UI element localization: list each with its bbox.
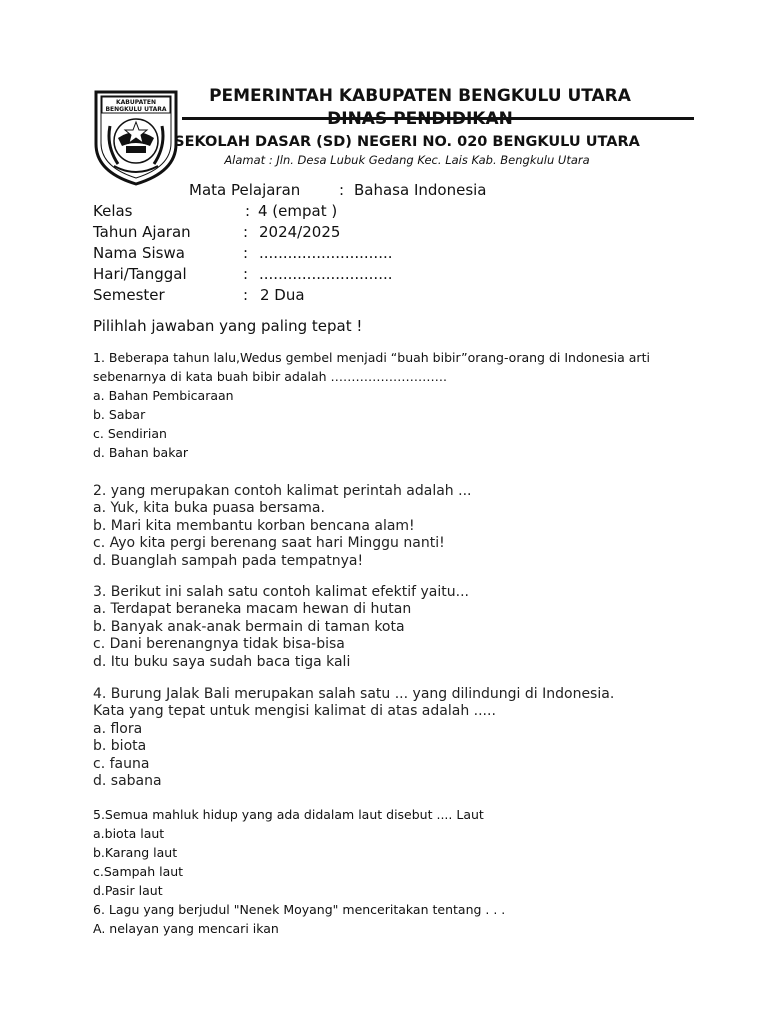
info-label: Tahun Ajaran (93, 223, 191, 241)
answer-option: c. fauna (93, 755, 150, 772)
answer-option: A. nelayan yang mencari ikan (93, 921, 279, 936)
answer-option: a. flora (93, 720, 143, 737)
answer-option: d. Buanglah sampah pada tempatnya! (93, 552, 364, 569)
answer-option: d. Itu buku saya sudah baca tiga kali (93, 653, 351, 670)
question-text: 2. yang merupakan contoh kalimat perintah adalah ... (93, 483, 472, 499)
question-text: 5.Semua mahluk hidup yang ada didalam laut disebut .... Laut (93, 807, 484, 822)
answer-option: b. Sabar (93, 407, 146, 422)
info-value: 4 (empat ) (258, 202, 338, 220)
answer-option: b.Karang laut (93, 845, 178, 860)
answer-option: a.biota laut (93, 826, 165, 841)
exam-instruction: Pilihlah jawaban yang paling tepat ! (93, 317, 363, 335)
answer-option: d. sabana (93, 773, 162, 790)
answer-option: a. Yuk, kita buka puasa bersama. (93, 500, 325, 517)
info-value: 2 Dua (260, 286, 305, 304)
question-text: 6. Lagu yang berjudul "Nenek Moyang" menceritakan tentang . . . (93, 902, 506, 917)
info-label: Kelas (93, 202, 133, 220)
answer-option: a. Bahan Pembicaraan (93, 388, 234, 403)
question-text: 1. Beberapa tahun lalu,Wedus gembel menjadi “buah bibir”orang-orang di Indonesia arti (93, 350, 650, 365)
answer-option: c. Ayo kita pergi berenang saat hari Minggu nanti! (93, 535, 445, 552)
header-government: PEMERINTAH KABUPATEN BENGKULU UTARA (209, 86, 631, 106)
answer-option: c. Sendirian (93, 426, 167, 441)
answer-option: a. Terdapat beraneka macam hewan di hutan (93, 601, 412, 618)
logo-text-mid: BENGKULU UTARA (105, 106, 167, 113)
answer-option: c.Sampah laut (93, 864, 184, 879)
info-label: Hari/Tanggal (93, 265, 187, 283)
header-divider (182, 117, 694, 120)
info-value: ............................ (259, 265, 393, 283)
question-3 (93, 584, 693, 671)
header-address: Alamat : Jln. Desa Lubuk Gedang Kec. Lais Kab. Bengkulu Utara (224, 153, 590, 167)
answer-option: b. biota (93, 738, 147, 755)
exam-page: KABUPATEN BENGKULU UTARA PEMERINTAH KABUPATEN BENGKULU UTARA DINAS PENDIDIKAN SEKOLAH DASAR (SD) NEGERI NO. 020 BENGKULU UTARA Alamat : Jln. Desa Lubuk Gedang Kec. Lais Kab. Bengkulu Utara Mata Pelajaran : Bahasa Indonesia Kelas : 4 (empat ) Tahun Ajaran : 2024/2025 Nama Siswa : ............................ Hari/Tanggal : ............................ Semester : 2 Dua Pilihlah jawaban yang paling tepat ! 1. Beberapa tahun lalu,Wedus gembel menjadi “buah bibir”orang-orang di Indonesia arti sebenarnya di kata buah bibir adalah ………………………. a. Bahan Pembicaraan b. Sabar c. Sendirian d. Bahan bakar 2. yang merupakan contoh kalimat perintah adalah ... a. Yuk, kita buka puasa bersama. b. Mari kita membantu korban bencana alam! c. Ayo kita pergi berenang saat hari Minggu nanti! d. Buanglah sampah pada tempatnya! 3. Berikut ini salah satu contoh kalimat efektif yaitu... a. Terdapat beraneka macam hewan di hutan b. Banyak anak-anak bermain di taman kota c. Dani berenangnya tidak bisa-bisa d. Itu buku saya sudah baca tiga kali 4. Burung Jalak Bali merupakan salah satu ... yang dilindungi di Indonesia. Kata yang tepat untuk mengisi kalimat di atas adalah ..... a. flora b. biota c. fauna d. sabana 5.Semua mahluk hidup yang ada didalam laut disebut .... Laut a.biota laut b.Karang laut c.Sampah laut d.Pasir laut 6. Lagu yang berjudul "Nenek Moyang" menceritakan tentang . . . A. nelayan yang mencari ikan (0, 0, 768, 1024)
info-value: 2024/2025 (259, 223, 341, 241)
info-label: Semester (93, 286, 165, 304)
header-school-name: SEKOLAH DASAR (SD) NEGERI NO. 020 BENGKULU UTARA (174, 134, 640, 150)
info-label: Mata Pelajaran (189, 181, 301, 199)
info-value: ............................ (259, 244, 393, 262)
question-5 (93, 805, 693, 938)
question-text: sebenarnya di kata buah bibir adalah ………………………. (93, 369, 447, 384)
question-text: Kata yang tepat untuk mengisi kalimat di atas adalah ..... (93, 703, 496, 720)
answer-option: b. Banyak anak-anak bermain di taman kota (93, 618, 405, 635)
answer-option: b. Mari kita membantu korban bencana alam! (93, 517, 415, 534)
answer-option: d.Pasir laut (93, 883, 163, 898)
answer-option: c. Dani berenangnya tidak bisa-bisa (93, 636, 345, 653)
question-1 (93, 348, 693, 462)
question-2 (93, 483, 693, 570)
info-label: Nama Siswa (93, 244, 185, 262)
header-department: DINAS PENDIDIKAN (327, 109, 513, 129)
question-text: 3. Berikut ini salah satu contoh kalimat efektif yaitu... (93, 584, 469, 600)
question-text: 4. Burung Jalak Bali merupakan salah satu ... yang dilindungi di Indonesia. (93, 686, 615, 702)
answer-option: d. Bahan bakar (93, 445, 189, 460)
info-value: Bahasa Indonesia (354, 181, 487, 199)
question-4 (93, 686, 693, 790)
logo-text-top: KABUPATEN (116, 99, 156, 106)
